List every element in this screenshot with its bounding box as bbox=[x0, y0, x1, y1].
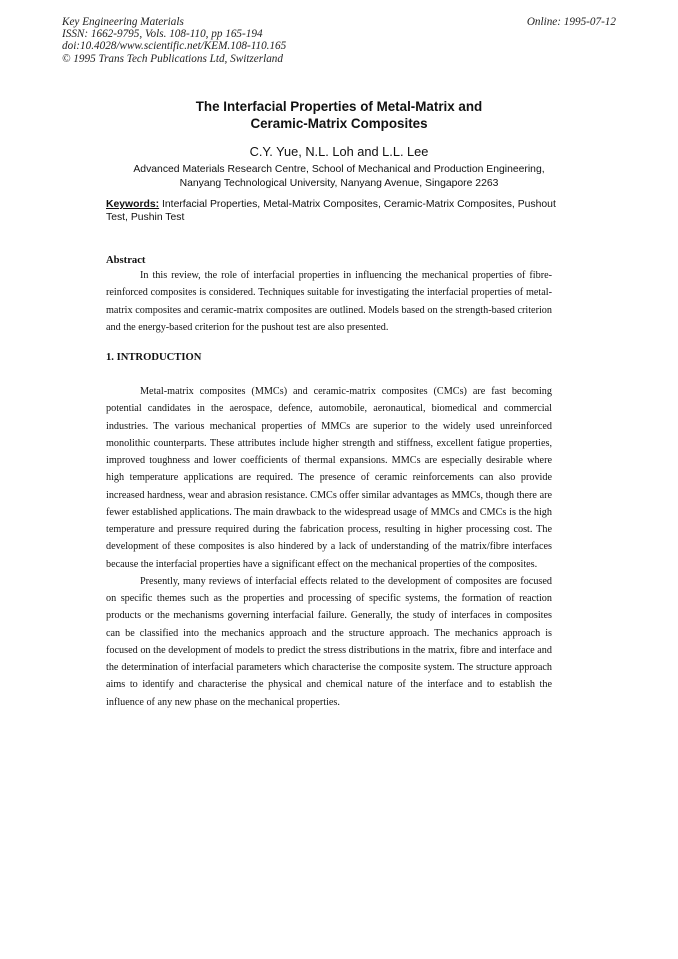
affiliation bbox=[0, 163, 678, 190]
authors: C.Y. Yue, N.L. Loh and L.L. Lee bbox=[249, 144, 429, 159]
doi-line[interactable]: doi:10.4028/www.scientific.net/KEM.108-110.165 bbox=[62, 40, 287, 53]
introduction-paragraph-1: Metal-matrix composites (MMCs) and ceramic-matrix composites (CMCs) are fast becoming potential candidates in the aerospace, defence, automobile, aeronautical, biomedical and commercial industries. The various mechanical properties of MMCs are superior to the widely used unreinforced monolithic counterparts. These attributes include higher strength and stiffness, excellent fatigue properties, improved toughness and lower coefficients of thermal expansions. MMCs are especially desirable where high temperature applications are required. The presence of ceramic reinforcements can also provide increased hardness, wear and abrasion resistance. CMCs offer similar advantages as MMCs, though there are fewer established applications. The main drawback to the widespread usage of MMCs and CMCs is the high temperature and pressure required during the fabrication process, resulting in higher processing cost. The development of these composites is also hindered by a lack of understanding of the matrix/fibre interfaces because the interfacial properties have a significant effect on the mechanical properties of the composites. bbox=[106, 386, 552, 570]
issn-line: ISSN: 1662-9795, Vols. 108-110, pp 165-194 bbox=[62, 28, 263, 41]
affiliation-line-1: Advanced Materials Research Centre, School of Mechanical and Production Engineering, bbox=[133, 164, 545, 175]
paper-title bbox=[0, 98, 678, 132]
abstract-heading: Abstract bbox=[106, 255, 146, 266]
journal-header bbox=[62, 16, 286, 65]
keywords-label: Keywords: bbox=[106, 199, 160, 210]
title-line-1: The Interfacial Properties of Metal-Matrix and bbox=[195, 99, 483, 114]
online-date: Online: 1995-07-12 bbox=[526, 16, 616, 28]
abstract-text: In this review, the role of interfacial properties in influencing the mechanical properties of fibre-reinforced composites is considered. Techniques suitable for investigating the interfacial properties of metal-matrix composites and ceramic-matrix composites are outlined. Models based on the strength-based criterion and the energy-based criterion for the pushout test are also presented. bbox=[106, 270, 552, 333]
journal-name: Key Engineering Materials bbox=[62, 16, 184, 28]
introduction-paragraph-2: Presently, many reviews of interfacial effects related to the development of composites are focused on specific themes such as the properties and processing of specific systems, the formation of reaction products or the mechanisms governing interfacial failure. Generally, the study of interfaces in composites can be classified into the mechanics approach and the structure approach. The mechanics approach is focused on the development of models to predict the stress distributions in the matrix, fibre and interface and the determination of interfacial parameters which characterise the composite system. The structure approach aims to identify and characterise the physical and chemical nature of the interface and to establish the influence of any new phase on the mechanical properties. bbox=[106, 575, 552, 708]
keywords-text: Interfacial Properties, Metal-Matrix Composites, Ceramic-Matrix Composites, Pushout Test, Pushin Test bbox=[106, 199, 556, 224]
copyright-line: © 1995 Trans Tech Publications Ltd, Switzerland bbox=[62, 52, 283, 65]
introduction-heading: 1. INTRODUCTION bbox=[106, 352, 202, 363]
title-line-2: Ceramic-Matrix Composites bbox=[250, 116, 428, 131]
keywords bbox=[106, 198, 566, 225]
introduction-body bbox=[106, 383, 552, 711]
affiliation-line-2: Nanyang Technological University, Nanyang Avenue, Singapore 2263 bbox=[179, 177, 499, 189]
